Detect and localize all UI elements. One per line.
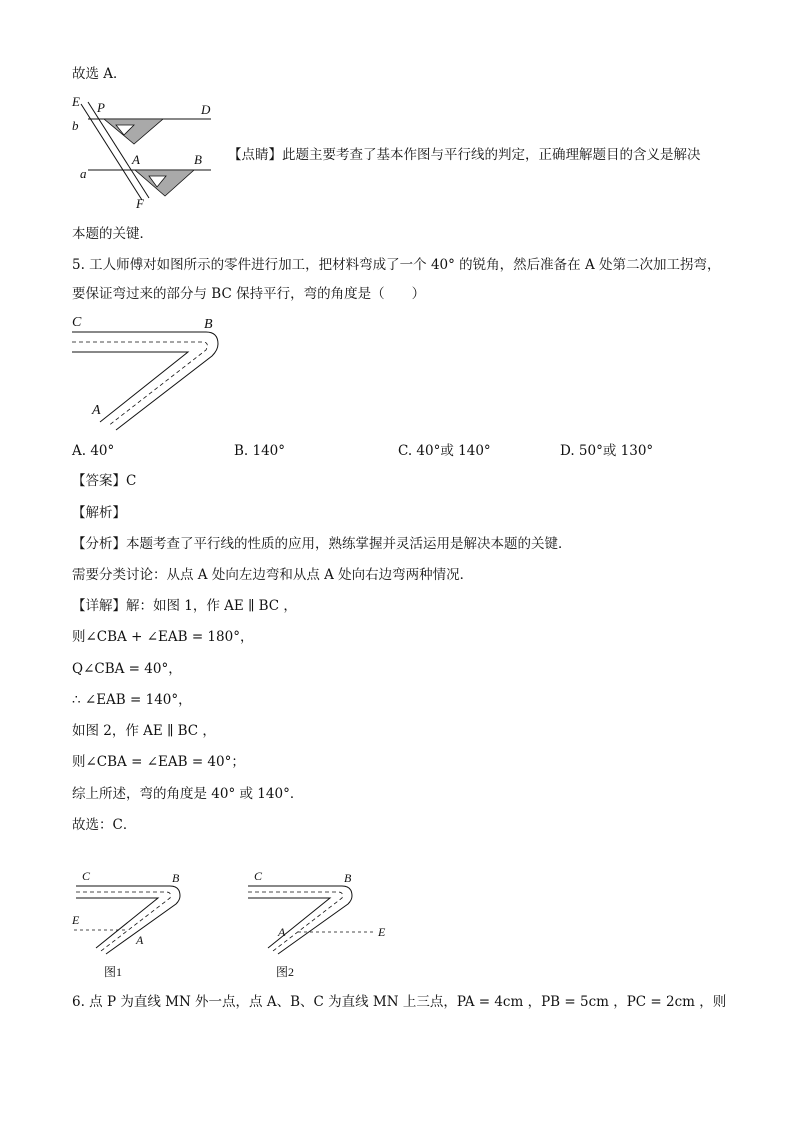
step-7-line: 故选：C． — [72, 817, 137, 833]
conclusion-line: 故选 A． — [72, 66, 127, 82]
option-d: D. 50°或 130° — [560, 443, 654, 459]
answer-line: 【答案】C — [72, 473, 137, 489]
label-E: E — [72, 94, 80, 109]
dianjing-line: 【点睛】此题主要考查了基本作图与平行线的判定，正确理解题目的含义是解决 — [228, 147, 701, 163]
dianjing-cont-line: 本题的关键． — [72, 226, 153, 242]
option-b: B. 140° — [234, 443, 286, 459]
label-C: C — [72, 315, 82, 330]
label-b: b — [72, 118, 79, 133]
parallel-lines-figure — [66, 92, 226, 212]
bent-bar-figure — [66, 310, 236, 435]
label-a: a — [80, 166, 87, 181]
classification-line: 需要分类讨论：从点 A 处向左边弯和从点 A 处向右边弯两种情况． — [72, 567, 474, 583]
figure-2-caption: 图2 — [276, 965, 295, 979]
label-D: D — [201, 102, 211, 117]
label-P: P — [97, 100, 105, 115]
label-B: B — [172, 871, 180, 885]
label-A: A — [132, 152, 140, 167]
label-E: E — [378, 925, 386, 939]
step-3-line: ∴ ∠EAB = 140°， — [72, 692, 192, 708]
question-5-line-1: 5. 工人师傅对如图所示的零件进行加工，把材料弯成了一个 40° 的锐角，然后准备在 A 处第二次加工拐弯， — [72, 257, 721, 273]
step-5-line: 则∠CBA = ∠EAB = 40°； — [72, 754, 245, 770]
label-C: C — [254, 869, 263, 883]
figure-1 — [66, 866, 196, 984]
question-5-line-2: 要保证弯过来的部分与 BC 保持平行，弯的角度是（ ） — [72, 286, 426, 302]
figure-2 — [244, 866, 404, 984]
label-A: A — [92, 403, 101, 418]
option-a: A. 40° — [72, 443, 115, 459]
question-6-line: 6. 点 P 为直线 MN 外一点，点 A、B、C 为直线 MN 上三点，PA = 4cm ，PB = 5cm ，PC = 2cm ，则 — [72, 994, 727, 1010]
step-6-line: 综上所述，弯的角度是 40° 或 140°． — [72, 786, 304, 802]
label-F: F — [136, 196, 144, 211]
xiangjie-line: 【详解】解：如图 1，作 AE ∥ BC ， — [72, 598, 297, 614]
label-B: B — [194, 152, 202, 167]
figure-1-caption: 图1 — [104, 965, 123, 979]
label-E: E — [72, 913, 80, 927]
jiexi-heading: 【解析】 — [72, 505, 126, 521]
step-2-line: Q∠CBA = 40°， — [72, 661, 182, 677]
fenxi-line: 【分析】本题考查了平行线的性质的应用，熟练掌握并灵活运用是解决本题的关键． — [72, 536, 572, 552]
label-A: A — [278, 925, 286, 939]
label-B: B — [344, 871, 352, 885]
label-C: C — [82, 869, 91, 883]
step-4-line: 如图 2，作 AE ∥ BC ， — [72, 723, 216, 739]
label-B: B — [204, 317, 213, 332]
label-A: A — [136, 933, 144, 947]
option-c: C. 40°或 140° — [398, 443, 491, 459]
step-1-line: 则∠CBA + ∠EAB = 180°， — [72, 629, 254, 645]
